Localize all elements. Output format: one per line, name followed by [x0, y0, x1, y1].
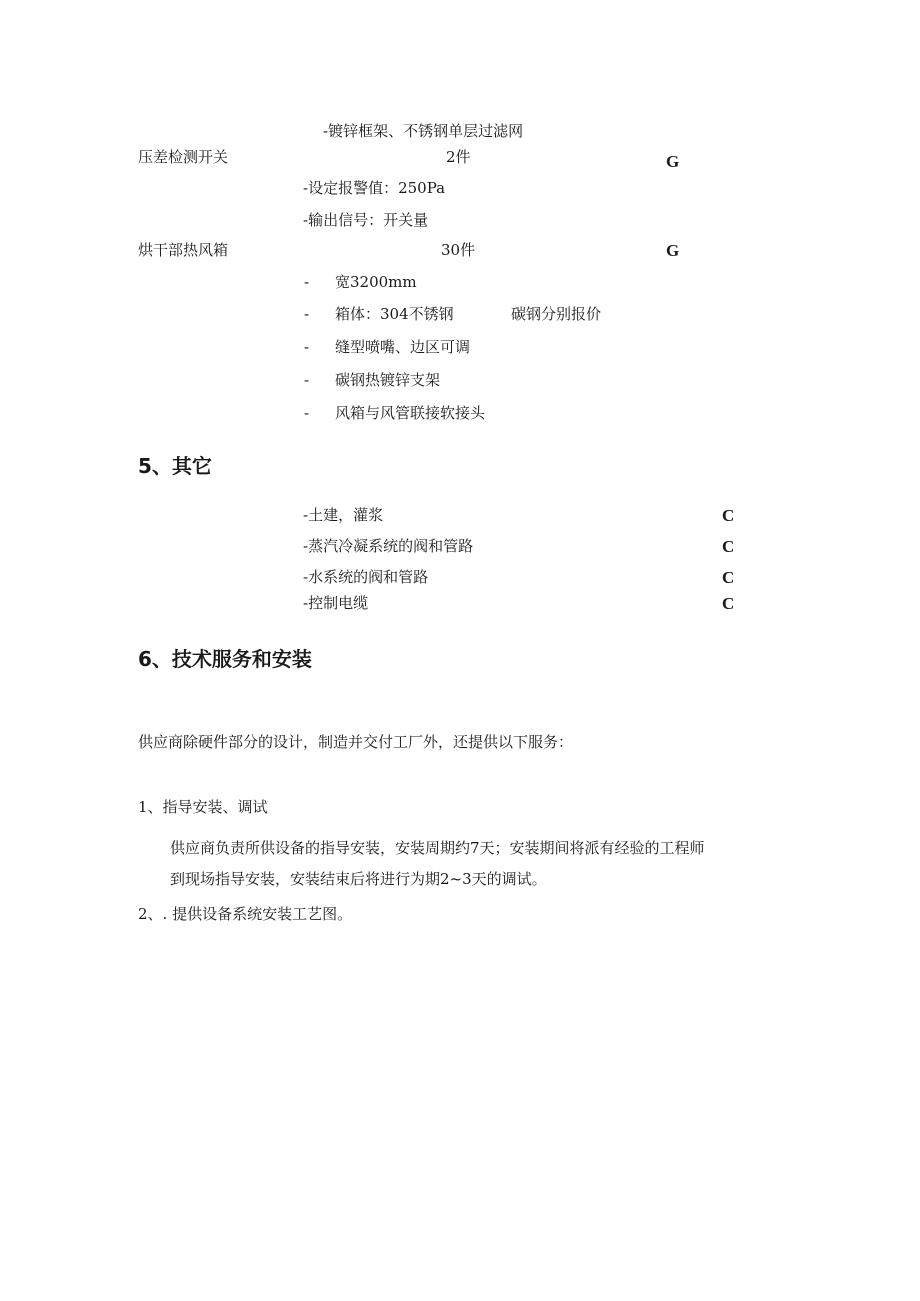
service-item-2: 2、. 提供设备系统安装工艺图。 — [138, 905, 353, 923]
other-row-water: -水系统的阀和管路 — [303, 568, 429, 586]
dash-marker: - — [304, 338, 310, 356]
spec-output-signal: -输出信号：开关量 — [303, 211, 429, 229]
spec-alarm-value: -设定报警值：250Pa — [303, 179, 446, 197]
item-qty-pressure-switch: 2件 — [446, 148, 471, 166]
service-item-1-title: 1、指导安装、调试 — [138, 798, 268, 816]
dash-marker: - — [304, 273, 310, 291]
spec-bracket: 碳钢热镀锌支架 — [335, 371, 441, 389]
spec-price-note: 碳钢分别报价 — [511, 305, 602, 323]
dash-marker: - — [304, 305, 310, 323]
other-row-steam: -蒸汽冷凝系统的阀和管路 — [303, 537, 474, 555]
item-name-pressure-switch: 压差检测开关 — [138, 148, 229, 166]
service-item-1-line-1: 供应商负责所供设备的指导安装，安装周期约7天；安装期间将派有经验的工程师 — [170, 839, 705, 857]
item-grade-pressure-switch: G — [666, 152, 680, 171]
dash-marker: - — [304, 404, 310, 422]
item-qty-hot-air-box: 30件 — [441, 241, 476, 259]
service-intro: 供应商除硬件部分的设计，制造并交付工厂外，还提供以下服务： — [138, 733, 574, 751]
other-grade-steam: C — [722, 537, 735, 556]
other-grade-water: C — [722, 568, 735, 587]
filter-spec-text: -镀锌框架、不锈钢单层过滤网 — [323, 122, 524, 140]
item-name-hot-air-box: 烘干部热风箱 — [138, 241, 229, 259]
other-grade-cable: C — [722, 594, 735, 613]
other-grade-civil: C — [722, 506, 735, 525]
spec-nozzle: 缝型喷嘴、边区可调 — [335, 338, 471, 356]
section-6-heading: 6、技术服务和安装 — [138, 647, 312, 671]
spec-width: 宽3200mm — [335, 273, 417, 291]
spec-box-material: 箱体：304不锈钢 — [335, 305, 454, 323]
section-5-heading: 5、其它 — [138, 454, 212, 478]
item-grade-hot-air-box: G — [666, 241, 680, 260]
other-row-civil: -土建，灌浆 — [303, 506, 384, 524]
other-row-cable: -控制电缆 — [303, 594, 369, 612]
dash-marker: - — [304, 371, 310, 389]
service-item-1-line-2: 到现场指导安装，安装结束后将进行为期2~3天的调试。 — [170, 870, 547, 888]
spec-soft-joint: 风箱与风管联接软接头 — [335, 404, 486, 422]
